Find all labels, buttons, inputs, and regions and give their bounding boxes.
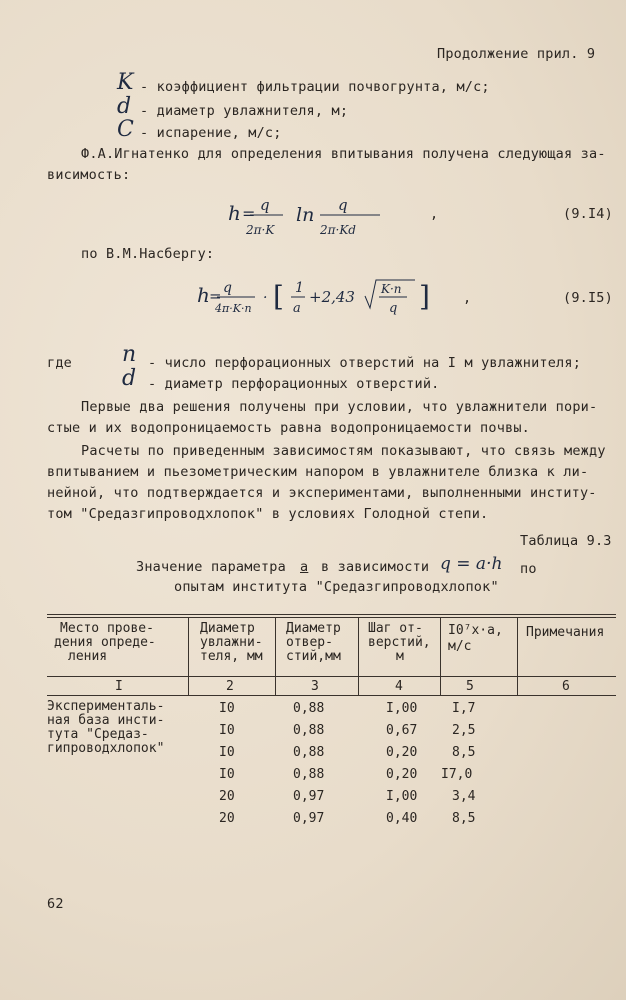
cell-diameter: 20 — [219, 789, 235, 804]
svg-text:2π·Kd: 2π·Kd — [320, 223, 356, 237]
cell-diameter: I0 — [219, 767, 235, 782]
header-step-3: м — [396, 649, 404, 664]
svg-text:[: [ — [273, 280, 284, 313]
symbol-n: n — [122, 342, 137, 367]
col-number-1: I — [115, 679, 123, 694]
place-line-2: ная база инсти- — [47, 713, 165, 728]
table-col-divider-4 — [440, 617, 441, 695]
definition-n: - число перфорационных отверстий на I м увлажнителя; — [148, 355, 582, 371]
table-number-rule — [47, 695, 616, 696]
symbol-c: C — [117, 117, 134, 142]
intro-line-2: висимость: — [47, 167, 131, 183]
header-place-2: дения опреде- — [54, 635, 156, 650]
formula-9-15-number: (9.I5) — [563, 290, 613, 306]
cell-diameter: 20 — [219, 811, 235, 826]
cell-step: I,00 — [386, 789, 418, 804]
svg-text:=: = — [209, 287, 222, 305]
cell-step: 0,67 — [386, 723, 418, 738]
formula-9-15-comma: , — [463, 290, 472, 306]
cell-a: 8,5 — [452, 745, 476, 760]
caption-line-2: опытам института "Средазгипроводхлопок" — [174, 579, 499, 595]
table-col-divider-1 — [188, 617, 189, 695]
paragraph-2-line-4: том "Средазгипроводхлопок" в условиях Голодной степи. — [47, 506, 489, 522]
cell-a: 8,5 — [452, 811, 476, 826]
symbol-d: d — [117, 94, 132, 119]
cell-a: I7,0 — [441, 767, 473, 782]
place-line-3: тута "Средаз- — [47, 727, 149, 742]
col-number-3: 3 — [311, 679, 319, 694]
cell-hole: 0,88 — [293, 745, 325, 760]
formula-9-14 — [220, 190, 420, 250]
place-line-1: Эксперименталь- — [47, 699, 165, 714]
paragraph-1-line-1: Первые два решения получены при условии, что увлажнители пори- — [81, 399, 598, 415]
svg-text:ln: ln — [296, 204, 315, 226]
cell-hole: 0,88 — [293, 723, 325, 738]
cell-a: 2,5 — [452, 723, 476, 738]
cell-a: I,7 — [452, 701, 476, 716]
cell-hole: 0,97 — [293, 811, 325, 826]
definition-d: - диаметр увлажнителя, м; — [140, 103, 349, 119]
formula-9-15 — [193, 262, 473, 324]
page-number: 62 — [47, 896, 64, 912]
table-top-rule — [47, 614, 616, 615]
col-number-2: 2 — [226, 679, 234, 694]
definition-c: - испарение, м/с; — [140, 125, 282, 141]
table-col-divider-5 — [517, 617, 518, 695]
paragraph-1-line-2: стые и их водопроницаемость равна водопроницаемости почвы. — [47, 420, 531, 436]
svg-text:·: · — [263, 290, 268, 306]
caption-part-3: по — [520, 561, 537, 577]
table-col-divider-3 — [358, 617, 359, 695]
intro-line-1: Ф.А.Игнатенко для определения впитывания получена следующая за- — [81, 146, 606, 162]
formula-9-14-comma: , — [430, 206, 439, 222]
cell-step: 0,40 — [386, 811, 418, 826]
definition-k: - коэффициент фильтрации почвогрунта, м/с; — [140, 79, 490, 95]
table-top-rule-2 — [47, 617, 616, 618]
svg-text:a: a — [293, 301, 301, 316]
cell-step: 0,20 — [386, 745, 418, 760]
symbol-k: K — [117, 70, 134, 95]
header-place-1: Место прове- — [60, 621, 154, 636]
svg-text:q: q — [338, 196, 348, 214]
col-number-5: 5 — [466, 679, 474, 694]
cell-diameter: I0 — [219, 745, 235, 760]
formula-9-14-number: (9.I4) — [563, 206, 613, 222]
cell-diameter: I0 — [219, 723, 235, 738]
header-diam-1: Диаметр — [200, 621, 255, 636]
caption-part-1: Значение параметра — [136, 559, 286, 575]
svg-text:2π·K: 2π·K — [246, 223, 275, 237]
svg-text:]: ] — [419, 280, 430, 313]
cell-step: I,00 — [386, 701, 418, 716]
cell-hole: 0,88 — [293, 701, 325, 716]
svg-text:+2,43: +2,43 — [309, 288, 355, 306]
cell-a: 3,4 — [452, 789, 476, 804]
symbol-d-perf: d — [122, 366, 137, 391]
caption-part-2: в зависимости — [321, 559, 430, 575]
cell-step: 0,20 — [386, 767, 418, 782]
header-a-2: м/с — [448, 639, 472, 654]
svg-text:q: q — [389, 301, 398, 316]
table-col-divider-2 — [275, 617, 276, 695]
header-hole-2: отвер- — [286, 635, 333, 650]
svg-text:h: h — [228, 201, 241, 225]
header-a-1: I0⁷х·a, — [448, 623, 503, 638]
paragraph-2-line-3: нейной, что подтверждается и экспериментами, выполненными институ- — [47, 485, 597, 501]
header-notes: Примечания — [526, 625, 605, 640]
place-line-4: гипроводхлопок" — [47, 741, 165, 756]
col-number-4: 4 — [395, 679, 403, 694]
col-number-6: 6 — [562, 679, 570, 694]
svg-text:q: q — [260, 196, 270, 214]
svg-text:=: = — [242, 204, 256, 223]
svg-text:q: q — [223, 280, 232, 296]
continuation-header: Продолжение прил. 9 — [437, 46, 596, 62]
header-diam-2: увлажни- — [200, 635, 263, 650]
cell-hole: 0,97 — [293, 789, 325, 804]
header-step-2: верстий, — [368, 635, 431, 650]
svg-text:h: h — [197, 283, 210, 307]
paragraph-2-line-1: Расчеты по приведенным зависимостям показывают, что связь между — [81, 443, 606, 459]
caption-formula: q = a·h — [440, 554, 503, 574]
paragraph-2-line-2: впитыванием и пьезометрическим напором в увлажнителе близка к ли- — [47, 464, 589, 480]
where-label: где — [47, 355, 72, 371]
table-header-rule — [47, 676, 616, 677]
cell-hole: 0,88 — [293, 767, 325, 782]
svg-text:4π·K·n: 4π·K·n — [215, 302, 252, 315]
table-label: Таблица 9.3 — [520, 533, 612, 549]
svg-text:1: 1 — [295, 280, 304, 296]
header-step-1: Шаг от- — [368, 621, 423, 636]
header-diam-3: теля, мм — [200, 649, 263, 664]
header-hole-1: Диаметр — [286, 621, 341, 636]
definition-d-perf: - диаметр перфорационных отверстий. — [148, 376, 440, 392]
nasberg-line: по В.М.Насбергу: — [81, 246, 215, 262]
caption-param: a — [300, 559, 309, 575]
header-place-3: ления — [68, 649, 108, 664]
svg-text:K·n: K·n — [381, 282, 402, 296]
cell-diameter: I0 — [219, 701, 235, 716]
header-hole-3: стий,мм — [286, 649, 341, 664]
